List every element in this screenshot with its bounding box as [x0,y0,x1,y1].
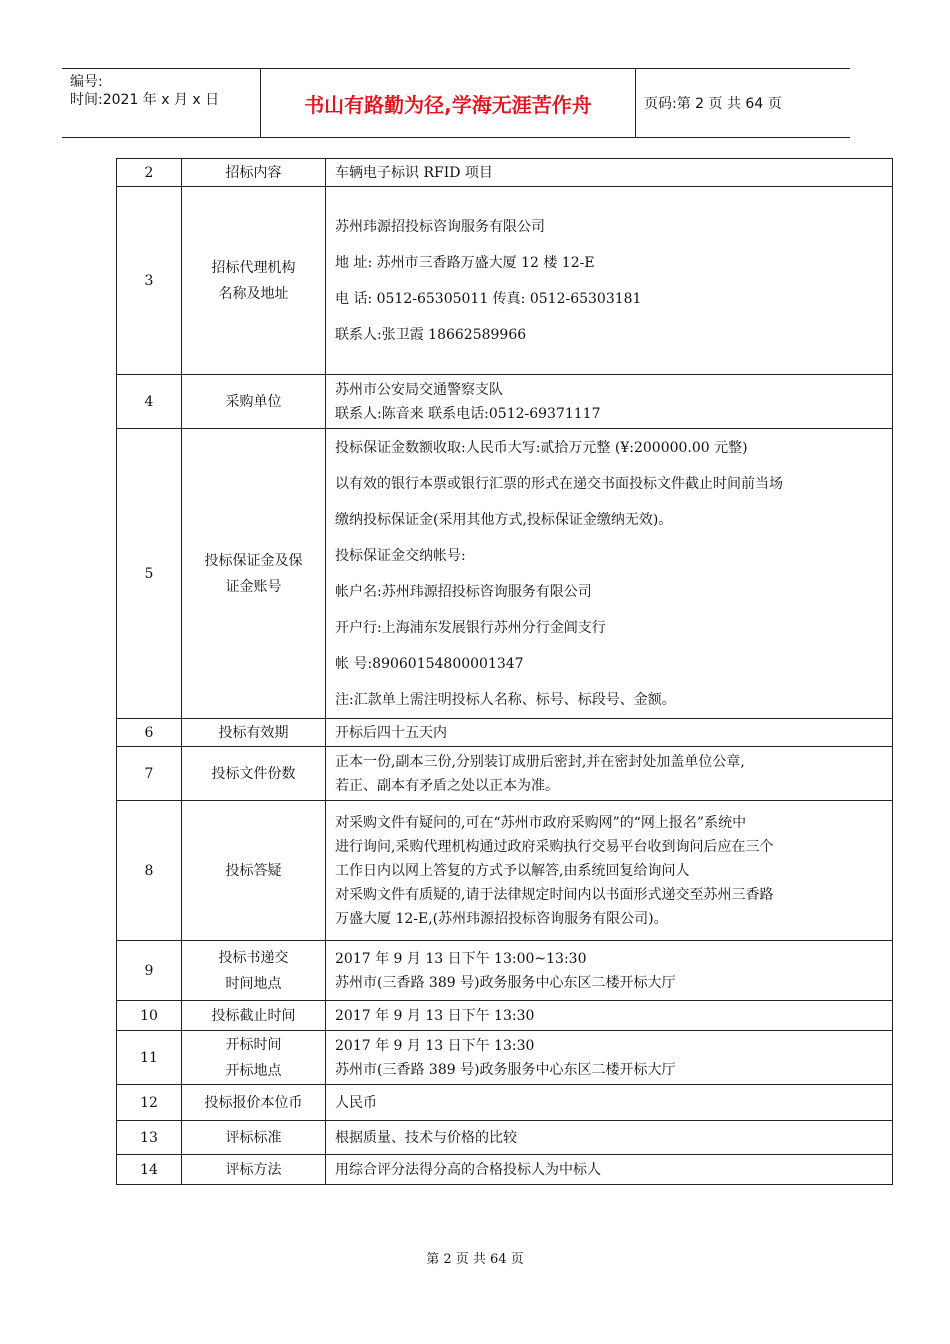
row-number: 13 [117,1121,182,1155]
row-content-line: 投标保证金数额收取:人民币大写:贰拾万元整 (¥:200000.00 元整) [335,439,748,456]
row-content-line: 投标保证金交纳帐号: [335,547,466,564]
row-label-line: 投标书递交 [218,949,289,966]
serial-label: 编号: [70,74,103,90]
row-label [182,429,326,719]
row-label [182,187,326,375]
row-content [326,159,893,187]
table-row [117,719,893,747]
row-content-line: 工作日内以网上答复的方式予以解答,由系统回复给询问人 [335,862,690,879]
row-content-line: 用综合评分法得分高的合格投标人为中标人 [335,1161,601,1178]
row-number: 3 [117,187,182,375]
row-label-line: 招标内容 [225,164,282,181]
row-label [182,941,326,1001]
table-row [117,1085,893,1121]
row-label-line: 评标标准 [225,1129,282,1146]
row-number: 5 [117,429,182,719]
row-label [182,159,326,187]
row-number: 11 [117,1031,182,1085]
row-label-line: 名称及地址 [218,285,289,302]
row-content [326,187,893,375]
row-number: 2 [117,159,182,187]
row-label-line: 投标有效期 [218,724,289,741]
table-row [117,429,893,719]
row-label-line: 时间地点 [225,975,282,992]
row-content-line: 以有效的银行本票或银行汇票的形式在递交书面投标文件截止时间前当场 [335,475,783,492]
row-number: 7 [117,747,182,801]
row-content-line: 缴纳投标保证金(采用其他方式,投标保证金缴纳无效)。 [335,511,673,528]
row-content [326,747,893,801]
row-label-line: 投标报价本位币 [204,1094,303,1111]
row-label-line: 投标保证金及保 [204,552,303,569]
row-number: 8 [117,801,182,941]
row-content [326,1085,893,1121]
row-content-line: 苏州玮源招投标咨询服务有限公司 [335,218,545,235]
row-label [182,747,326,801]
row-content-line: 注:汇款单上需注明投标人名称、标号、标段号、金额。 [335,691,676,708]
header-motto: 书山有路勤为径,学海无涯苦作舟 [261,69,636,137]
header-page-label: 页码:第 2 页 共 64 页 [644,96,782,112]
table-row [117,375,893,429]
row-label-line: 评标方法 [225,1161,282,1178]
row-content [326,429,893,719]
row-number: 6 [117,719,182,747]
row-number: 14 [117,1155,182,1185]
table-row [117,1031,893,1085]
row-content [326,1001,893,1031]
page-footer: 第 2 页 共 64 页 [426,1252,524,1267]
row-content-line: 万盛大厦 12-E,(苏州玮源招投标咨询服务有限公司)。 [335,910,668,927]
row-content [326,1155,893,1185]
row-content-line: 电 话: 0512-65305011 传真: 0512-65303181 [335,290,642,307]
table-row [117,1155,893,1185]
row-content-line: 进行询问,采购代理机构通过政府采购执行交易平台收到询问后应在三个 [335,838,774,855]
row-label [182,801,326,941]
row-label-line: 投标截止时间 [211,1007,296,1024]
row-number: 10 [117,1001,182,1031]
row-content-line: 苏州市(三香路 389 号)政务服务中心东区二楼开标大厅 [335,974,676,991]
row-label-line: 开标时间 [225,1036,282,1053]
row-label-line: 投标答疑 [225,862,282,879]
row-number: 9 [117,941,182,1001]
row-content-line: 正本一份,副本三份,分别装订成册后密封,并在密封处加盖单位公章, [335,753,745,770]
row-label [182,375,326,429]
row-content-line: 对采购文件有质疑的,请于法律规定时间内以书面形式递交至苏州三香路 [335,886,774,903]
row-content-line: 地 址: 苏州市三香路万盛大厦 12 楼 12-E [335,254,595,271]
table-row [117,159,893,187]
row-label [182,1001,326,1031]
row-label-line: 证金账号 [225,578,282,595]
row-content-line: 开标后四十五天内 [335,724,447,741]
row-content [326,941,893,1001]
row-label [182,1031,326,1085]
row-label [182,1121,326,1155]
row-content-line: 联系人:张卫霞 18662589966 [335,326,527,343]
row-content-line: 根据质量、技术与价格的比较 [335,1129,517,1146]
row-content-line: 2017 年 9 月 13 日下午 13:00~13:30 [335,950,587,967]
row-label-line: 投标文件份数 [211,765,296,782]
row-label [182,719,326,747]
row-label [182,1155,326,1185]
row-number: 4 [117,375,182,429]
row-content-line: 2017 年 9 月 13 日下午 13:30 [335,1007,535,1024]
row-content-line: 联系人:陈音来 联系电话:0512-69371117 [335,405,601,422]
table-row [117,801,893,941]
row-content-line: 人民币 [335,1094,377,1111]
row-content-line: 若正、副本有矛盾之处以正本为准。 [335,777,559,794]
row-content-line: 2017 年 9 月 13 日下午 13:30 [335,1037,535,1054]
row-label [182,1085,326,1121]
row-content-line: 车辆电子标识 RFID 项目 [335,164,493,181]
row-label-line: 采购单位 [225,393,282,410]
time-label: 时间:2021 年 x 月 x 日 [70,92,220,108]
row-content-line: 帐 号:89060154800001347 [335,655,524,672]
tender-info-table [116,158,893,1185]
row-content-line: 苏州市公安局交通警察支队 [335,381,503,398]
row-label-line: 招标代理机构 [211,259,296,276]
table-row [117,941,893,1001]
table-row [117,747,893,801]
table-row [117,1121,893,1155]
row-content [326,375,893,429]
row-content [326,801,893,941]
row-number: 12 [117,1085,182,1121]
table-row [117,187,893,375]
row-content-line: 对采购文件有疑问的,可在“苏州市政府采购网”的“网上报名”系统中 [335,814,747,831]
page-header [62,68,850,138]
header-meta [62,69,261,137]
row-content [326,1121,893,1155]
row-label-line: 开标地点 [225,1062,282,1079]
row-content-line: 开户行:上海浦东发展银行苏州分行金阊支行 [335,619,606,636]
row-content [326,719,893,747]
row-content [326,1031,893,1085]
table-row [117,1001,893,1031]
row-content-line: 苏州市(三香路 389 号)政务服务中心东区二楼开标大厅 [335,1061,676,1078]
row-content-line: 帐户名:苏州玮源招投标咨询服务有限公司 [335,583,592,600]
